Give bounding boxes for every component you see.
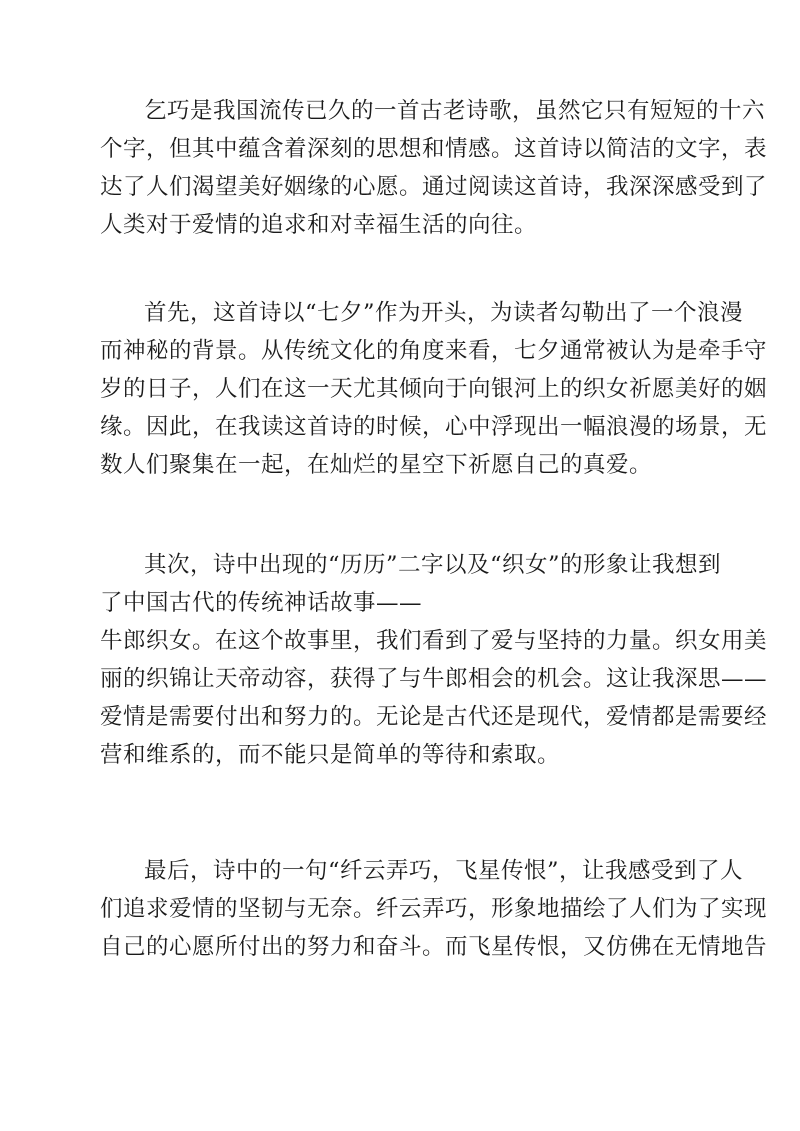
paragraph-3-line-5: 爱情是需要付出和努力的。无论是古代还是现代，爱情都是需要经 bbox=[100, 704, 768, 730]
paragraph-1 bbox=[100, 92, 768, 244]
paragraph-2-line-5: 数人们聚集在一起，在灿烂的星空下祈愿自己的真爱。 bbox=[100, 452, 653, 478]
paragraph-3 bbox=[100, 546, 768, 774]
paragraph-4-line-2: 们追求爱情的坚韧与无奈。纤云弄巧，形象地描绘了人们为了实现 bbox=[100, 896, 768, 922]
paragraph-1-line-4: 人类对于爱情的追求和对幸福生活的向往。 bbox=[100, 212, 538, 238]
paragraph-1-line-2: 个字，但其中蕴含着深刻的思想和情感。这首诗以简洁的文字，表 bbox=[100, 136, 768, 162]
paragraph-3-line-4: 丽的织锦让天帝动容，获得了与牛郎相会的机会。这让我深思—— bbox=[100, 666, 768, 692]
paragraph-2-line-1: 首先，这首诗以“七夕”作为开头，为读者勾勒出了一个浪漫 bbox=[144, 300, 744, 326]
paragraph-1-line-3: 达了人们渴望美好姻缘的心愿。通过阅读这首诗，我深深感受到了 bbox=[100, 174, 768, 200]
paragraph-1-line-1: 乞巧是我国流传已久的一首古老诗歌，虽然它只有短短的十六 bbox=[144, 98, 766, 124]
paragraph-3-line-1: 其次，诗中出现的“历历”二字以及“织女”的形象让我想到 bbox=[144, 552, 722, 578]
paragraph-2-line-2: 而神秘的背景。从传统文化的角度来看，七夕通常被认为是牵手守 bbox=[100, 338, 768, 364]
paragraph-3-line-6: 营和维系的，而不能只是简单的等待和索取。 bbox=[100, 742, 561, 768]
paragraph-2-line-3: 岁的日子，人们在这一天尤其倾向于向银河上的织女祈愿美好的姻 bbox=[100, 376, 768, 402]
paragraph-2-line-4: 缘。因此，在我读这首诗的时候，心中浮现出一幅浪漫的场景，无 bbox=[100, 414, 768, 440]
paragraph-4-line-1: 最后，诗中的一句“纤云弄巧，飞星传恨”，让我感受到了人 bbox=[144, 858, 744, 884]
paragraph-2 bbox=[100, 294, 768, 484]
paragraph-4-line-3: 自己的心愿所付出的努力和奋斗。而飞星传恨，又仿佛在无情地告 bbox=[100, 934, 768, 960]
paragraph-3-line-2: 了中国古代的传统神话故事—— bbox=[100, 590, 423, 616]
paragraph-3-line-3: 牛郎织女。在这个故事里，我们看到了爱与坚持的力量。织女用美 bbox=[100, 628, 768, 654]
paragraph-4 bbox=[100, 852, 768, 966]
